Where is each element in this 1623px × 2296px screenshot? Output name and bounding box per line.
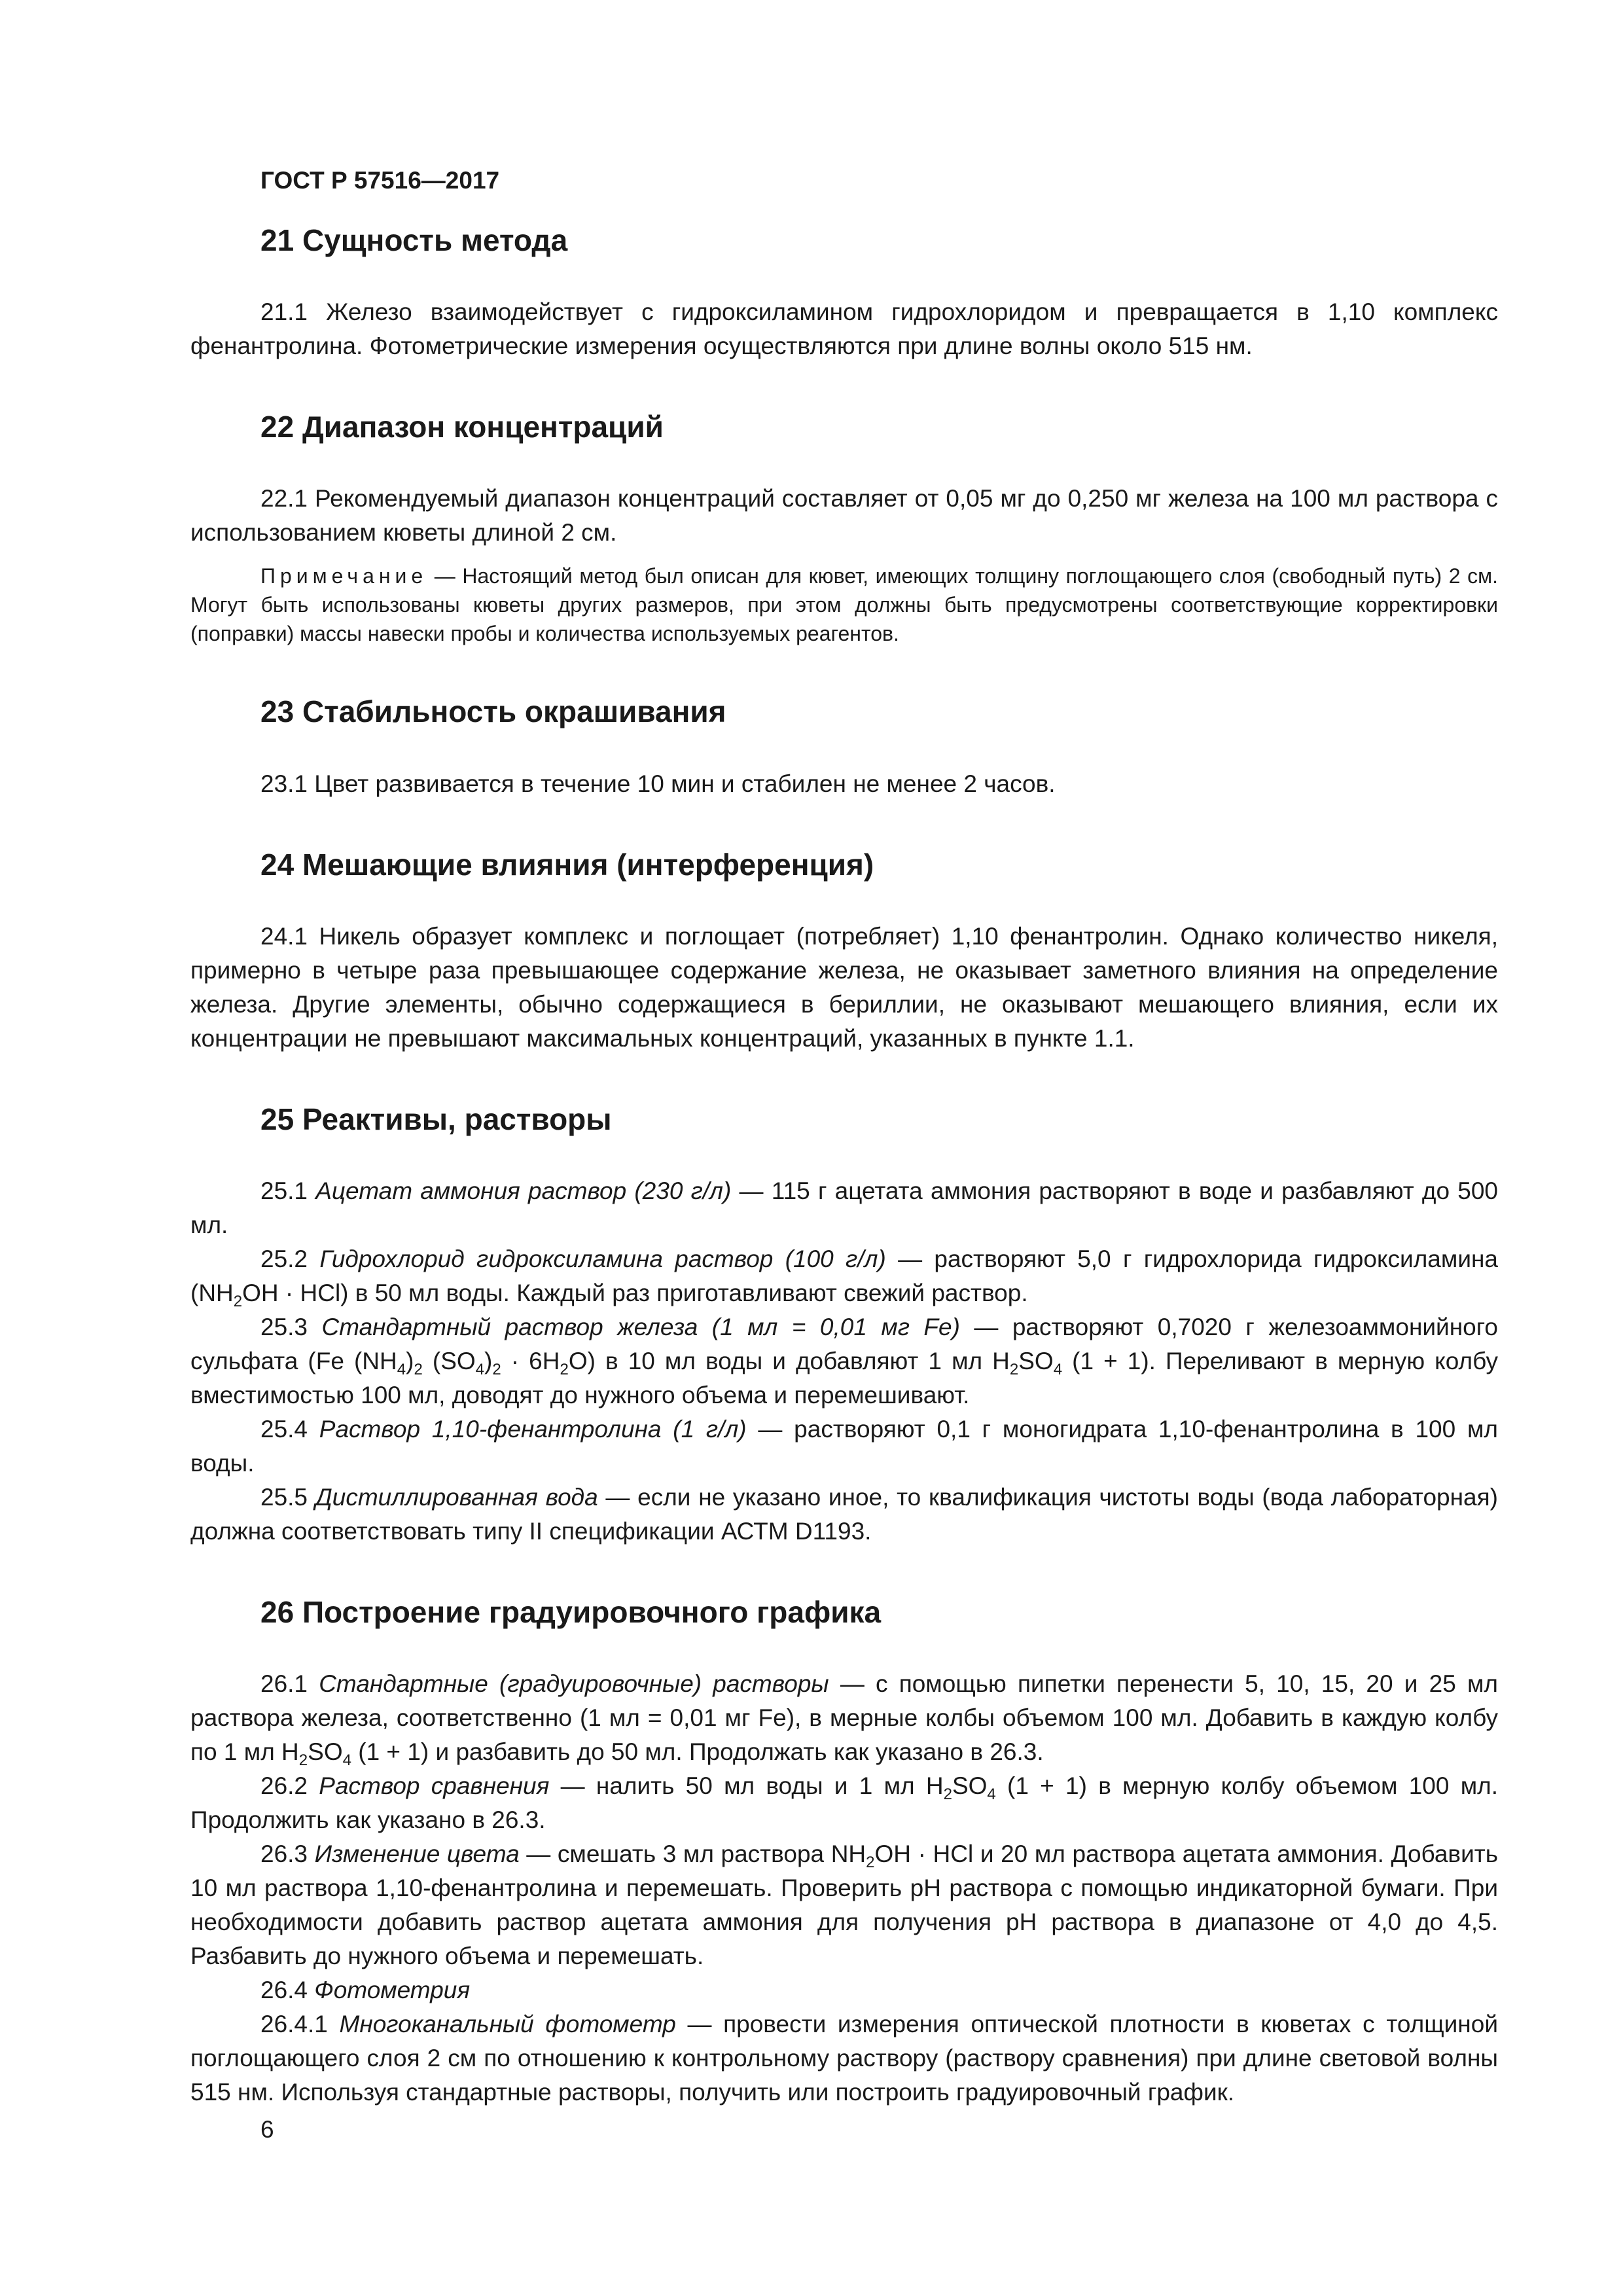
standard-code: ГОСТ Р 57516—2017 (260, 167, 500, 194)
section-25 (190, 1102, 1498, 1549)
section-heading: 22 Диапазон концентраций (260, 410, 664, 444)
section-heading: 25 Реактивы, растворы (260, 1102, 612, 1136)
paragraph-25-2: 25.2 Гидрохлорид гидроксиламина раствор (100 г/л) — растворяют 5,0 г гидрохлорида гидроксиламина $(NH_2OH \cdot HCl)$ в 50 мл воды. Каждый раз приготавливают свежий раствор. (190, 1245, 1499, 1310)
paragraph-26-4-1: 26.4.1 Многоканальный фотометр — провести измерения оптической плотности в кюветах с толщиной поглощающего слоя 2 см по отношению к контрольному раствору (раствору сравнения) при длине световой волны 515 нм. Используя стандартные растворы, получить или построить градуировочный график. (190, 2011, 1498, 2106)
paragraph-23-1: 23.1 Цвет развивается в течение 10 мин и стабилен не менее 2 часов. (260, 770, 1056, 797)
paragraph-25-3: 25.3 Стандартный раствор железа (1 мл = 0,01 мг Fe) — растворяют 0,7020 г железоаммонийного сульфата (Fe $(NH_4)_2$ $(SO_4)_2 \cdot 6H_2O$) в 10 мл воды и добавляют 1 мл $H_2SO_4$ (1 + 1). Переливают в мерную колбу вместимостью 100 мл, доводят до нужного объема и перемешивают. (190, 1313, 1499, 1408)
page-number: 6 (260, 2116, 274, 2143)
section-22 (190, 409, 1498, 648)
paragraph-26-3: 26.3 Изменение цвета — смешать 3 мл раствора $NH_2OH$ · HCl и 20 мл раствора ацетата аммония. Добавить 10 мл раствора 1,10-фенантролина и перемешать. Проверить pH раствора с помощью индикаторной бумаги. При необходимости добавить раствор ацетата аммония для получения pH раствора в диапазоне от 4,0 до 4,5. Разбавить до нужного объема и перемешать. (190, 1840, 1498, 1970)
paragraph-25-1: 25.1 Ацетат аммония раствор (230 г/л) — 115 г ацетата аммония растворяют в воде и разбавляют до 500 мл. (190, 1177, 1498, 1238)
section-heading: 23 Стабильность окрашивания (260, 694, 726, 729)
note (190, 562, 1498, 648)
section-24 (190, 847, 1498, 1056)
paragraph-26-1: 26.1 Стандартные (градуировочные) растворы — с помощью пипетки перенести 5, 10, 15, 20 и 25 мл раствора железа, соответственно (1 мл = 0,01 мг Fe), в мерные колбы объемом 100 мл. Добавить в каждую колбу по 1 мл $H_2SO_4$ (1 + 1) и разбавить до 50 мл. Продолжать как указано в 26.3. (190, 1670, 1498, 1770)
note-label: Примечание (260, 564, 428, 588)
section-23 (190, 694, 1498, 800)
section-heading: 21 Сущность метода (260, 223, 568, 257)
paragraph-24-1: 24.1 Никель образует комплекс и поглощает (потребляет) 1,10 фенантролин. Однако количество никеля, примерно в четыре раза превышающее содержание железа, не оказывает заметного влияния на определение железа. Другие элементы, обычно содержащиеся в бериллии, не оказывают мешающего влияния, если их концентрации не превышают максимальных концентраций, указанных в пункте 1.1. (190, 922, 1498, 1052)
paragraph-26-2: 26.2 Раствор сравнения — налить 50 мл воды и 1 мл $H_2SO_4$ (1 + 1) в мерную колбу объемом 100 мл. Продолжить как указано в 26.3. (190, 1772, 1499, 1834)
paragraph-25-5: 25.5 Дистиллированная вода — если не указано иное, то квалификация чистоты воды (вода лабораторная) должна соответствовать типу II спецификации АСТМ D1193. (190, 1483, 1498, 1545)
paragraph-22-1: 22.1 Рекомендуемый диапазон концентраций составляет от 0,05 мг до 0,250 мг железа на 100 мл раствора с использованием кюветы длиной 2 см. (190, 485, 1498, 547)
section-heading: 26 Построение градуировочного графика (260, 1594, 882, 1629)
document-body (190, 223, 1498, 2155)
note-text: — Настоящий метод был описан для кювет, имеющих толщину поглощающего слоя (свободный путь) 2 см. Могут быть использованы кюветы других размеров, при этом должны быть предусмотрены соответствующие корректировки (поправки) массы навески пробы и количества используемых реагентов. (190, 564, 1498, 646)
paragraph-21-1: 21.1 Железо взаимодействует с гидроксиламином гидрохлоридом и превращается в 1,10 комплекс фенантролина. Фотометрические измерения осуществляются при длине волны около 515 нм. (190, 298, 1498, 360)
paragraph-25-4: 25.4 Раствор 1,10-фенантролина (1 г/л) — растворяют 0,1 г моногидрата 1,10-фенантролина в 100 мл воды. (190, 1415, 1499, 1477)
section-26 (190, 1594, 1498, 2109)
section-heading: 24 Мешающие влияния (интерференция) (260, 847, 874, 882)
section-21 (190, 223, 1498, 363)
paragraph-26-4: 26.4 Фотометрия (260, 1977, 471, 2004)
